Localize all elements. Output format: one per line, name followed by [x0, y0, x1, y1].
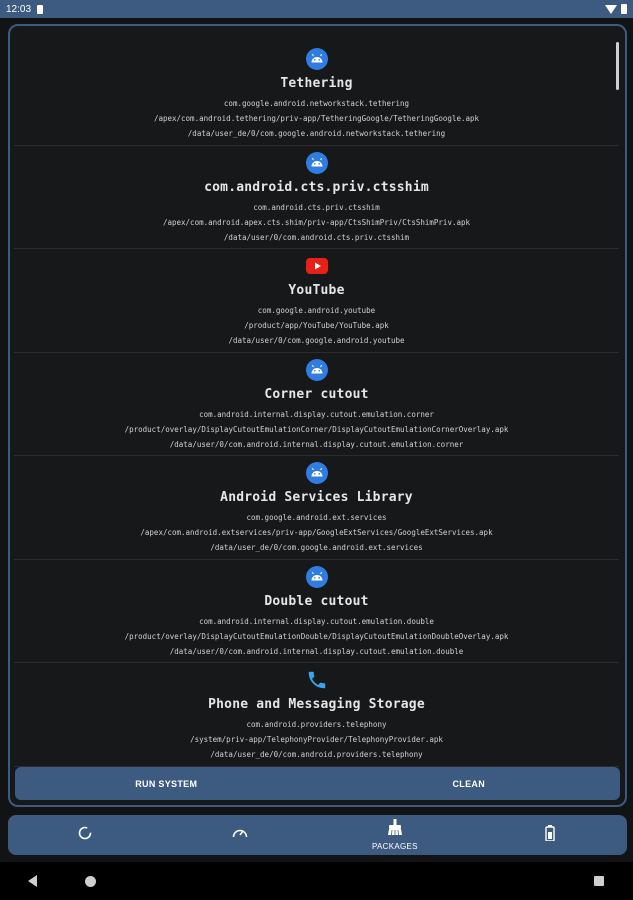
package-id: com.google.android.ext.services [246, 513, 387, 522]
package-title: Double cutout [264, 593, 369, 609]
package-id: com.android.cts.priv.ctsshim [253, 202, 380, 212]
package-title: Phone and Messaging Storage [208, 697, 425, 712]
package-title: Tethering [280, 76, 353, 91]
package-id: com.google.android.youtube [257, 306, 376, 315]
status-time: 12:03 [6, 3, 32, 15]
package-data-path: /data/user_de/0/com.google.android.networkstack.tethering [187, 129, 446, 138]
package-data-path: /data/user_de/0/com.android.providers.telephony [210, 750, 423, 759]
package-item[interactable] [14, 146, 619, 250]
package-apk-path: /system/priv-app/TelephonyProvider/TelephonyProvider.apk [190, 735, 443, 744]
nav-item-refresh[interactable] [8, 815, 163, 855]
package-apk-path: /product/app/YouTube/YouTube.apk [244, 321, 389, 330]
package-apk-path: /product/overlay/DisplayCutoutEmulationCorner/DisplayCutoutEmulationCornerOverlay.apk [124, 424, 509, 434]
android-icon [306, 152, 328, 174]
run-system-button[interactable]: RUN SYSTEM [135, 778, 198, 789]
package-id: com.android.internal.display.cutout.emulation.corner [199, 409, 434, 419]
clean-button[interactable]: CLEAN [452, 778, 485, 789]
android-icon [306, 566, 328, 588]
package-list[interactable] [14, 42, 619, 782]
package-item[interactable] [14, 560, 619, 664]
android-icon [306, 48, 328, 70]
package-item[interactable] [14, 456, 619, 560]
package-item[interactable] [14, 663, 619, 767]
package-apk-path: /apex/com.android.tethering/priv-app/TetheringGoogle/TetheringGoogle.apk [153, 114, 480, 123]
package-item[interactable] [14, 249, 619, 353]
battery-icon [545, 825, 555, 846]
youtube-icon [306, 255, 328, 277]
back-icon[interactable] [28, 875, 37, 887]
package-apk-path: /apex/com.android.extservices/priv-app/GoogleExtServices/GoogleExtServices.apk [140, 528, 493, 537]
package-title: com.android.cts.priv.ctsshim [204, 179, 429, 195]
package-data-path: /data/user/0/com.android.internal.display.cutout.emulation.corner [169, 439, 464, 449]
package-apk-path: /apex/com.android.apex.cts.shim/priv-app/CtsShimPriv/CtsShimPriv.apk [162, 217, 471, 227]
nav-label-packages: PACKAGES [371, 842, 418, 851]
system-nav-bar [0, 862, 633, 900]
package-id: com.android.providers.telephony [246, 720, 387, 729]
package-data-path: /data/user_de/0/com.google.android.ext.services [210, 543, 423, 552]
action-bar [15, 767, 620, 800]
status-bar [0, 0, 633, 18]
recents-icon[interactable] [594, 876, 604, 886]
package-apk-path: /product/overlay/DisplayCutoutEmulationDouble/DisplayCutoutEmulationDoubleOverlay.apk [124, 631, 509, 641]
wifi-icon [605, 5, 617, 14]
package-id: com.google.android.networkstack.tethering [223, 99, 410, 108]
battery-icon [621, 4, 627, 14]
package-title: Corner cutout [264, 386, 369, 402]
package-item[interactable] [14, 42, 619, 146]
scrollbar[interactable] [616, 42, 619, 90]
nav-item-battery[interactable] [472, 815, 627, 855]
android-icon [306, 359, 328, 381]
package-data-path: /data/user/0/com.google.android.youtube [228, 336, 405, 345]
package-item[interactable] [14, 353, 619, 457]
package-data-path: /data/user/0/com.android.cts.priv.ctsshim [223, 232, 410, 242]
sd-card-icon [37, 5, 43, 14]
package-title: Android Services Library [220, 490, 413, 505]
refresh-icon [77, 825, 93, 846]
nav-item-speed[interactable] [163, 815, 318, 855]
home-icon[interactable] [85, 876, 96, 887]
broom-icon [386, 819, 404, 841]
phone-icon [306, 669, 328, 691]
package-id: com.android.internal.display.cutout.emulation.double [199, 616, 434, 626]
packages-panel [8, 24, 627, 807]
android-icon [306, 462, 328, 484]
package-title: YouTube [288, 283, 345, 298]
speedometer-icon [231, 825, 249, 846]
bottom-nav [8, 815, 627, 855]
nav-item-packages[interactable] [318, 815, 473, 855]
package-data-path: /data/user/0/com.android.internal.display.cutout.emulation.double [169, 646, 464, 656]
